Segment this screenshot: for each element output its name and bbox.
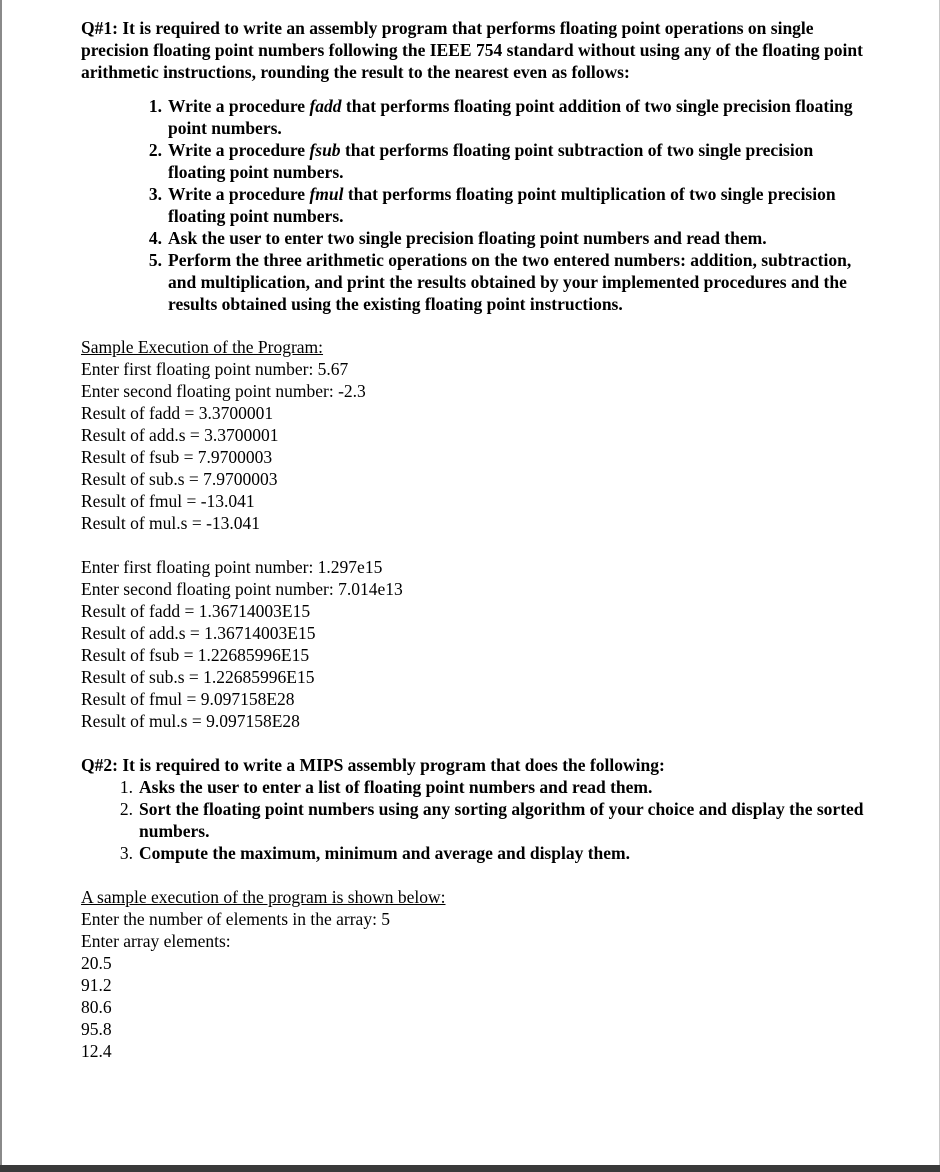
q1-item-procedure-name: fadd (309, 96, 342, 116)
output-line: Result of sub.s = 7.9700003 (81, 469, 278, 489)
output-line: Result of fsub = 1.22685996E15 (81, 645, 310, 665)
output-line: Enter array elements: (81, 931, 231, 951)
q1-item-procedure-name: fmul (309, 184, 344, 204)
q1-item-number: 3. (148, 184, 162, 204)
output-line: Result of mul.s = -13.041 (81, 513, 261, 533)
q1-item-text: Write a procedure (168, 184, 310, 204)
q2-item-number: 3. (119, 843, 133, 863)
document-content (81, 17, 871, 1062)
q2-list (119, 776, 871, 864)
sample-execution-2 (81, 556, 871, 732)
q1-item-5 (148, 249, 871, 315)
output-line: Result of fadd = 1.36714003E15 (81, 601, 311, 621)
bottom-bar (0, 1165, 940, 1172)
q1-item-text-rest: that performs floating point addition of two single precision floating point numbers. (168, 96, 853, 138)
output-line: Result of fadd = 3.3700001 (81, 403, 274, 423)
q1-item-text: Write a procedure (168, 140, 310, 160)
q1-item-text-rest: that performs floating point multiplication of two single precision floating point numbers. (168, 184, 836, 226)
output-line: Result of add.s = 3.3700001 (81, 425, 279, 445)
sample-heading: Sample Execution of the Program: (81, 337, 324, 357)
output-line: Result of fsub = 7.9700003 (81, 447, 273, 467)
output-line: Enter second floating point number: -2.3 (81, 381, 366, 401)
q1-intro: Q#1: It is required to write an assembly program that performs floating point operations on single precision floating point numbers following the IEEE 754 standard without using any of the floating point arithmetic instructions, rounding the result to the nearest even as follows: (81, 18, 863, 82)
output-line: Enter the number of elements in the array: 5 (81, 909, 391, 929)
sample-execution-1 (81, 336, 871, 534)
output-line: Enter first floating point number: 5.67 (81, 359, 349, 379)
sample-execution-3 (81, 886, 871, 1062)
output-line: Result of fmul = 9.097158E28 (81, 689, 295, 709)
q2-item-number: 1. (119, 777, 133, 797)
q1-item-4 (148, 227, 871, 249)
q2-intro: Q#2: It is required to write a MIPS assembly program that does the following: (81, 755, 665, 775)
q2-item-text: Asks the user to enter a list of floating point numbers and read them. (139, 777, 653, 797)
q2-item-text: Sort the floating point numbers using any sorting algorithm of your choice and display the sorted numbers. (139, 799, 864, 841)
q2-item-1 (119, 776, 871, 798)
q1-list (148, 95, 871, 315)
q1-item-procedure-name: fsub (309, 140, 341, 160)
output-line: 80.6 (81, 997, 112, 1017)
q1-item-number: 1. (148, 96, 162, 116)
output-line: Result of fmul = -13.041 (81, 491, 255, 511)
output-line: 12.4 (81, 1041, 112, 1061)
output-line: 95.8 (81, 1019, 112, 1039)
page-border-left (0, 0, 2, 1172)
q2-item-number: 2. (119, 799, 133, 819)
q1-item-text-rest: that performs floating point subtraction of two single precision floating point numbers. (168, 140, 814, 182)
q1-item-text: Perform the three arithmetic operations on the two entered numbers: addition, subtraction, and multiplication, and print the results obtained by your implemented procedures and the results obtained using the existing floating point instructions. (168, 250, 852, 314)
q2-item-2 (119, 798, 871, 842)
q1-item-number: 2. (148, 140, 162, 160)
output-line: Result of mul.s = 9.097158E28 (81, 711, 300, 731)
q1-item-number: 4. (148, 228, 162, 248)
q1-item-2 (148, 139, 871, 183)
output-line: Result of add.s = 1.36714003E15 (81, 623, 316, 643)
output-line: Enter second floating point number: 7.014e13 (81, 579, 403, 599)
q2-item-3 (119, 842, 871, 864)
output-line: Result of sub.s = 1.22685996E15 (81, 667, 315, 687)
q1-item-text: Ask the user to enter two single precision floating point numbers and read them. (168, 228, 767, 248)
output-line: Enter first floating point number: 1.297e15 (81, 557, 383, 577)
output-line: 20.5 (81, 953, 112, 973)
q1-item-number: 5. (148, 250, 162, 270)
q2-item-text: Compute the maximum, minimum and average and display them. (139, 843, 630, 863)
q1-item-text: Write a procedure (168, 96, 310, 116)
q1-item-1 (148, 95, 871, 139)
output-line: 91.2 (81, 975, 112, 995)
q1-item-3 (148, 183, 871, 227)
sample-heading: A sample execution of the program is shown below: (81, 887, 446, 907)
